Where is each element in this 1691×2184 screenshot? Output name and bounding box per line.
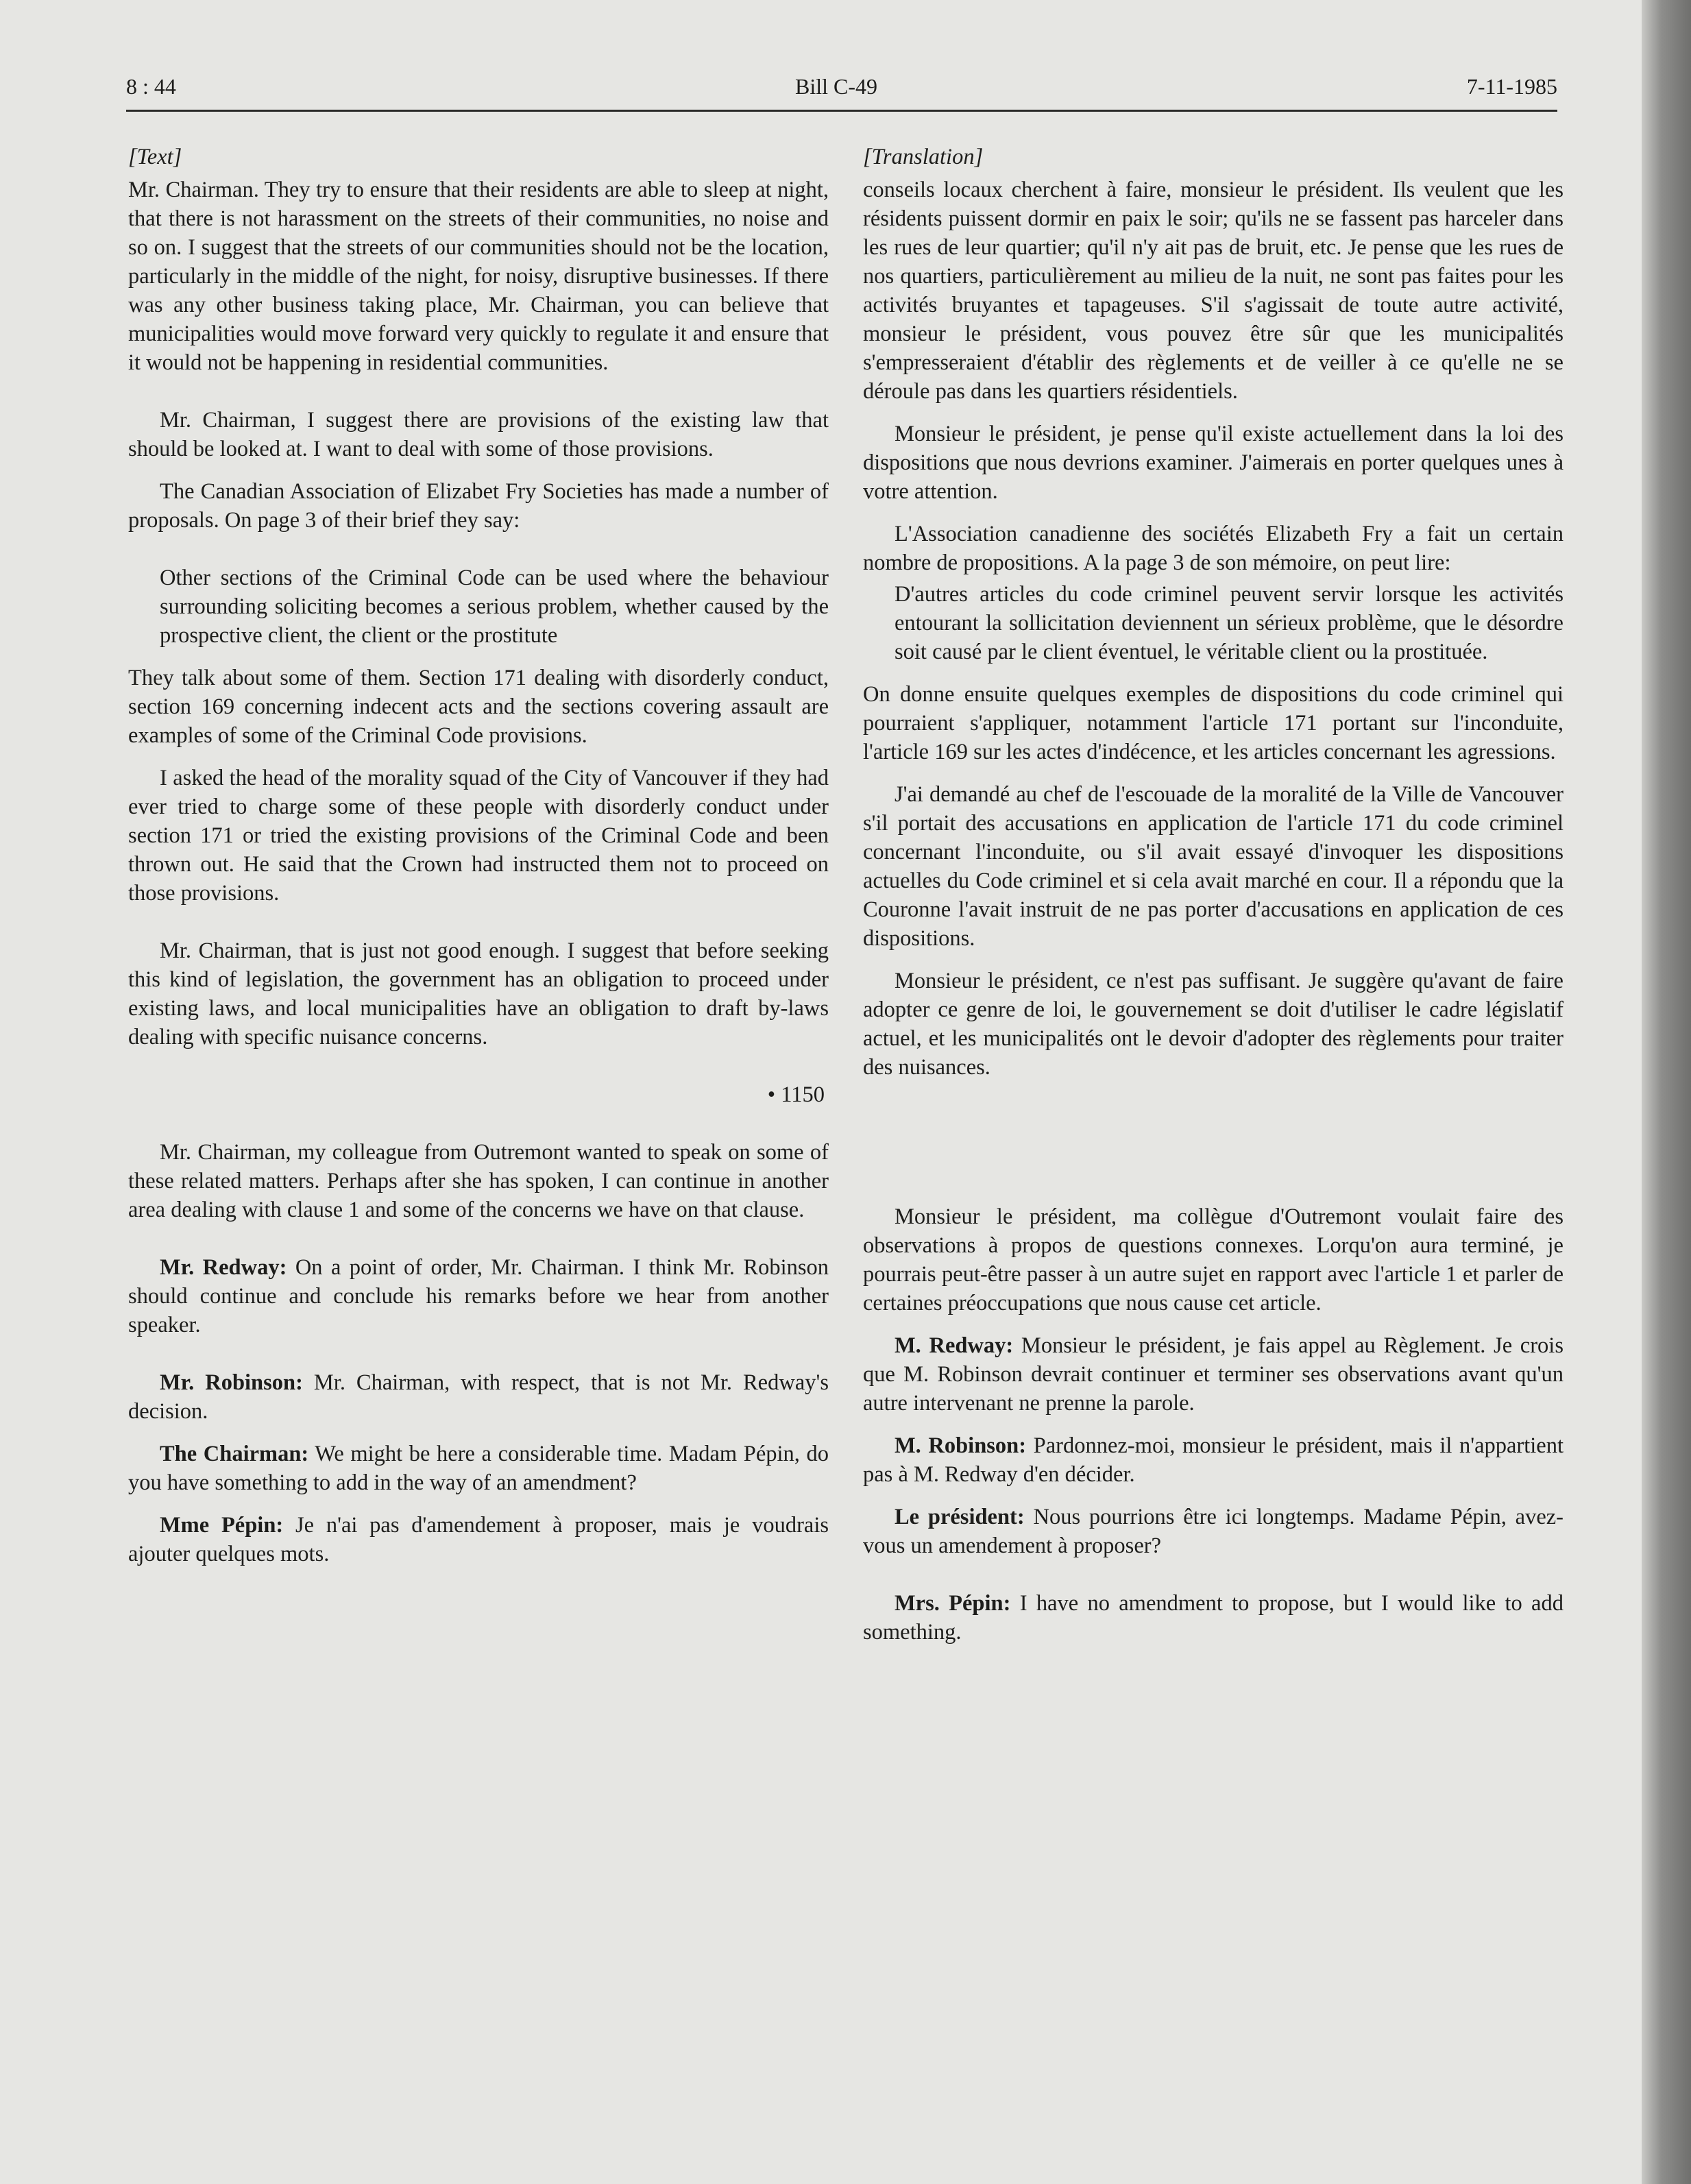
bill-title: Bill C-49 (795, 74, 878, 99)
paragraph: Monsieur le président, ce n'est pas suffisant. Je suggère qu'avant de faire adopter ce genre de loi, le gouvernement se doit d'utiliser le cadre législatif actuel, et les municipalités ont le devoir d'adopter des règlements pour traiter des nuisances. (863, 969, 1564, 1080)
speech-text: I have no amendment to propose, but I would like to add something. (863, 1591, 1564, 1645)
english-column (128, 134, 829, 1568)
translation-label: [Translation] (863, 145, 984, 169)
speaker-name: Mme Pépin: (160, 1513, 284, 1538)
text-label: [Text] (128, 145, 182, 169)
speaker-paragraph (128, 1253, 829, 1339)
paragraph: Mr. Chairman, I suggest there are provisions of the existing law that should be looked at. I want to deal with some of those provisions. (128, 408, 829, 461)
page-number: 8 : 44 (126, 74, 176, 99)
speech-text: Monsieur le président, je fais appel au Règlement. Je crois que M. Robinson devrait continuer et terminer ses observations avant qu'un autre intervenant ne prenne la parole. (863, 1333, 1564, 1416)
paragraph: On donne ensuite quelques exemples de dispositions du code criminel qui pourraient s'appliquer, notamment l'article 171 portant sur l'inconduite, l'article 169 sur les actes d'indécence, et les articles concernant les agressions. (863, 682, 1564, 764)
speaker-name: Mrs. Pépin: (895, 1591, 1011, 1616)
time-marker: • 1150 (767, 1082, 825, 1107)
paragraph: I asked the head of the morality squad of the City of Vancouver if they had ever tried to charge some of these people with disorderly conduct under section 171 or tried the existing provisions of the Criminal Code and been thrown out. He said that the Crown had instructed them not to proceed on those provisions. (128, 766, 829, 906)
speaker-name: M. Robinson: (895, 1433, 1027, 1458)
paragraph: J'ai demandé au chef de l'escouade de la moralité de la Ville de Vancouver s'il portait des accusations en application de l'article 171 du code criminel concernant l'inconduite, ou s'il avait essayé d'invoquer les dispositions actuelles du Code criminel et si cela avait marché en cour. Il a répondu que la Couronne l'avait instruit de ne pas porter d'accusations en application de ces dispositions. (863, 782, 1564, 951)
paragraph: The Canadian Association of Elizabet Fry Societies has made a number of proposals. On page 3 of their brief they say: (128, 479, 829, 533)
speech-text: Mr. Chairman, with respect, that is not Mr. Redway's decision. (128, 1370, 829, 1424)
speaker-paragraph (863, 1503, 1564, 1560)
block-quote: D'autres articles du code criminel peuvent servir lorsque les activités entourant la sollicitation deviennent un sérieux problème, que le désordre soit causé par le client éventuel, le véritable client ou la prostituée. (895, 582, 1564, 664)
paragraph: Mr. Chairman, that is just not good enough. I suggest that before seeking this kind of legislation, the government has an obligation to proceed under existing laws, and local municipalities have an obligation to draft by-laws dealing with specific nuisance concerns. (128, 938, 829, 1049)
speech-text: On a point of order, Mr. Chairman. I think Mr. Robinson should continue and conclude his remarks before we hear from another speaker. (128, 1255, 829, 1337)
speaker-paragraph (863, 1331, 1564, 1418)
speaker-paragraph (128, 1511, 829, 1568)
block-quote: Other sections of the Criminal Code can be used where the behaviour surrounding soliciting becomes a serious problem, whether caused by the prospective client, the client or the prostitute (160, 566, 829, 648)
paragraph: conseils locaux cherchent à faire, monsieur le président. Ils veulent que les résidents puissent dormir en paix le soir; qu'ils ne se fassent pas harceler dans les rues de leur quartier; qu'il n'y ait pas de bruit, etc. Je pense que les rues de nos quartiers, particulièrement au milieu de la nuit, ne sont pas faites pour les activités bruyantes et tapageuses. S'il s'agissait de toute autre activité, monsieur le président, vous pouvez être sûr que les municipalités s'empresseraient d'établir des règlements et de veiller à ce qu'elle ne se déroule pas dans les quartiers résidentiels. (863, 178, 1564, 404)
header-rule (126, 110, 1557, 112)
paragraph: Monsieur le président, je pense qu'il existe actuellement dans la loi des dispositions que nous devrions examiner. J'aimerais en porter quelques unes à votre attention. (863, 422, 1564, 504)
paragraph: Mr. Chairman. They try to ensure that their residents are able to sleep at night, that there is not harassment on the streets of their communities, no noise and so on. I suggest that the streets of our communities should not be the location, particularly in the middle of the night, for noisy, disruptive businesses. If there was any other business taking place, Mr. Chairman, you can believe that municipalities would move forward very quickly to regulate it and ensure that it would not be happening in residential communities. (128, 178, 829, 375)
paragraph: Mr. Chairman, my colleague from Outremont wanted to speak on some of these related matters. Perhaps after she has spoken, I can continue in another area dealing with clause 1 and some of the concerns we have on that clause. (128, 1140, 829, 1222)
header-date: 7-11-1985 (1466, 74, 1557, 99)
paragraph: Monsieur le président, ma collègue d'Outremont voulait faire des observations à propos de questions connexes. Lorqu'on aura terminé, je pourrais peut-être passer à un autre sujet en rapport avec l'article 1 et parler de certaines préoccupations que nous cause cet article. (863, 1204, 1564, 1315)
binding-shadow (1642, 0, 1691, 2184)
french-column (863, 134, 1564, 1647)
speaker-name: The Chairman: (160, 1442, 309, 1466)
speaker-paragraph (863, 1431, 1564, 1489)
page-header (126, 74, 1557, 115)
speaker-paragraph (128, 1368, 829, 1426)
paragraph: They talk about some of them. Section 171 dealing with disorderly conduct, section 169 concerning indecent acts and the sections covering assault are examples of some of the Criminal Code provisions. (128, 666, 829, 748)
speaker-name: Mr. Robinson: (160, 1370, 303, 1395)
speaker-name: Le président: (895, 1505, 1025, 1529)
speaker-paragraph (863, 1589, 1564, 1647)
speech-text: Pardonnez-moi, monsieur le président, mais il n'appartient pas à M. Redway d'en décider. (863, 1433, 1564, 1487)
speech-text: Je n'ai pas d'amendement à proposer, mais je voudrais ajouter quelques mots. (128, 1513, 829, 1566)
speaker-paragraph (128, 1440, 829, 1497)
speech-text: We might be here a considerable time. Madam Pépin, do you have something to add in the way of an amendment? (128, 1442, 829, 1495)
paragraph: L'Association canadienne des sociétés Elizabeth Fry a fait un certain nombre de propositions. A la page 3 de son mémoire, on peut lire: (863, 522, 1564, 575)
speaker-name: M. Redway: (895, 1333, 1014, 1358)
speaker-name: Mr. Redway: (160, 1255, 287, 1280)
speech-text: Nous pourrions être ici longtemps. Madame Pépin, avez-vous un amendement à proposer? (863, 1505, 1564, 1558)
